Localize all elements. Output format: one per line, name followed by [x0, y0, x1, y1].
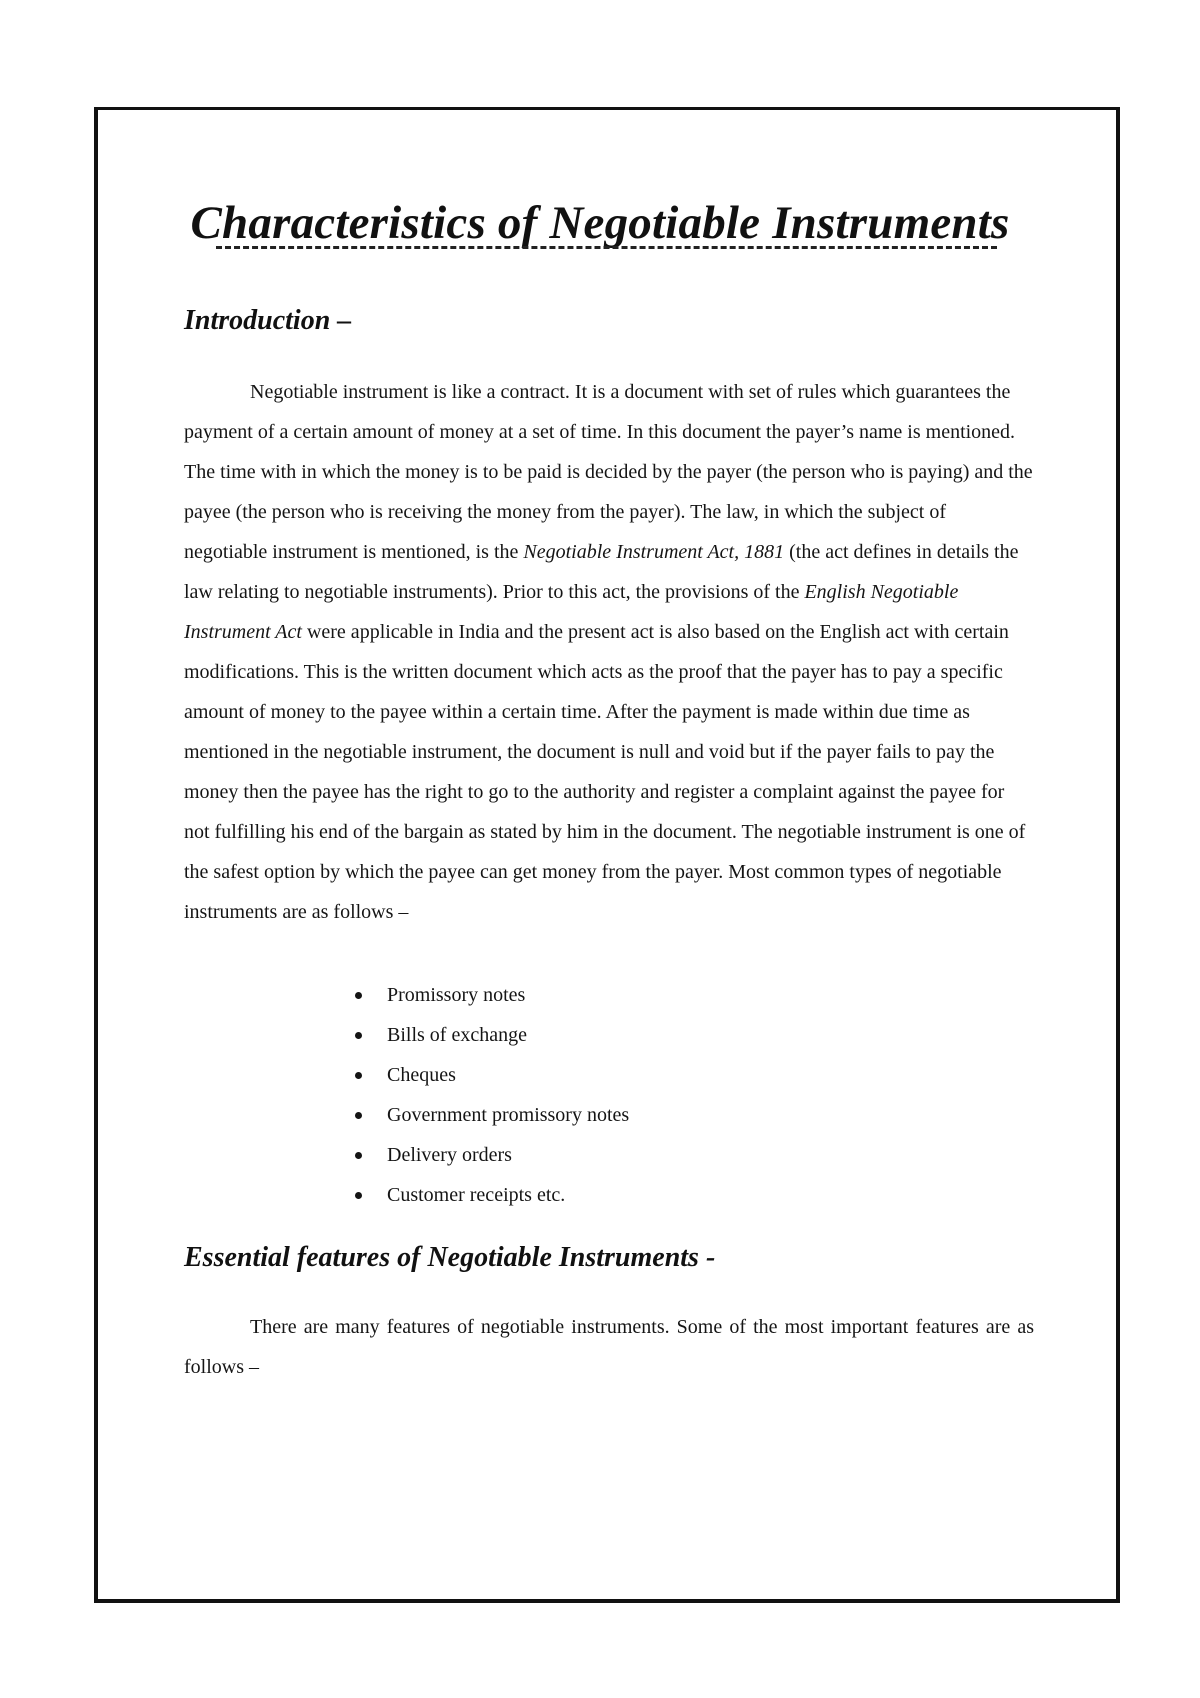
title-underline	[216, 246, 997, 249]
bullet-icon	[355, 1072, 362, 1079]
list-item	[355, 1135, 629, 1175]
features-paragraph: There are many features of negotiable instruments. Some of the most important features are as follows –	[184, 1316, 1034, 1378]
introduction-paragraph	[184, 372, 1034, 932]
list-item	[355, 1015, 629, 1055]
list-item-label: Promissory notes	[387, 984, 526, 1006]
bullet-icon	[355, 1152, 362, 1159]
bullet-icon	[355, 1192, 362, 1199]
list-item	[355, 1095, 629, 1135]
intro-text-part-3: were applicable in India and the present act is also based on the English act with certain modifications. This is the written document which acts as the proof that the payer has to pay a specific amount of money to the payee within a certain time. After the payment is made within due time as mentioned in the negotiable instrument, the document is null and void but if the payer fails to pay the money then the payee has the right to go to the authority and register a complaint against the payee for not fulfilling his end of the bargain as stated by him in the document. The negotiable instrument is one of the safest option by which the payee can get money from the payer. Most common types of negotiable instruments are as follows –	[184, 621, 1026, 923]
bullet-icon	[355, 1112, 362, 1119]
list-item	[355, 1055, 629, 1095]
list-item	[355, 1175, 629, 1215]
intro-italic-act-1881: Negotiable Instrument Act, 1881	[523, 541, 785, 563]
intro-text-part-1: Negotiable instrument is like a contract. It is a document with set of rules which guarantees the payment of a certain amount of money at a set of time. In this document the payer’s name is mentioned. The time with in which the money is to be paid is decided by the payer (the person who is paying) and the payee (the person who is receiving the money from the payer). The law, in which the subject of negotiable instrument is mentioned, is the	[184, 381, 1033, 563]
intro-text-part-2: (the act defines in details the law relating to negotiable instruments). Prior to this act, the provisions of the	[184, 541, 1019, 603]
list-item	[355, 975, 629, 1015]
list-item-label: Customer receipts etc.	[387, 1184, 566, 1206]
instrument-types-list	[355, 975, 629, 1215]
list-item-label: Government promissory notes	[387, 1104, 630, 1126]
list-item-label: Delivery orders	[387, 1144, 512, 1166]
section-heading-introduction: Introduction –	[184, 305, 352, 336]
intro-italic-english-act: English Negotiable Instrument Act	[184, 581, 959, 643]
list-item-label: Bills of exchange	[387, 1024, 527, 1046]
list-item-label: Cheques	[387, 1064, 456, 1086]
bullet-icon	[355, 992, 362, 999]
section-heading-essential-features: Essential features of Negotiable Instruments -	[184, 1242, 716, 1273]
bullet-icon	[355, 1032, 362, 1039]
document-title: Characteristics of Negotiable Instruments	[190, 197, 1010, 249]
